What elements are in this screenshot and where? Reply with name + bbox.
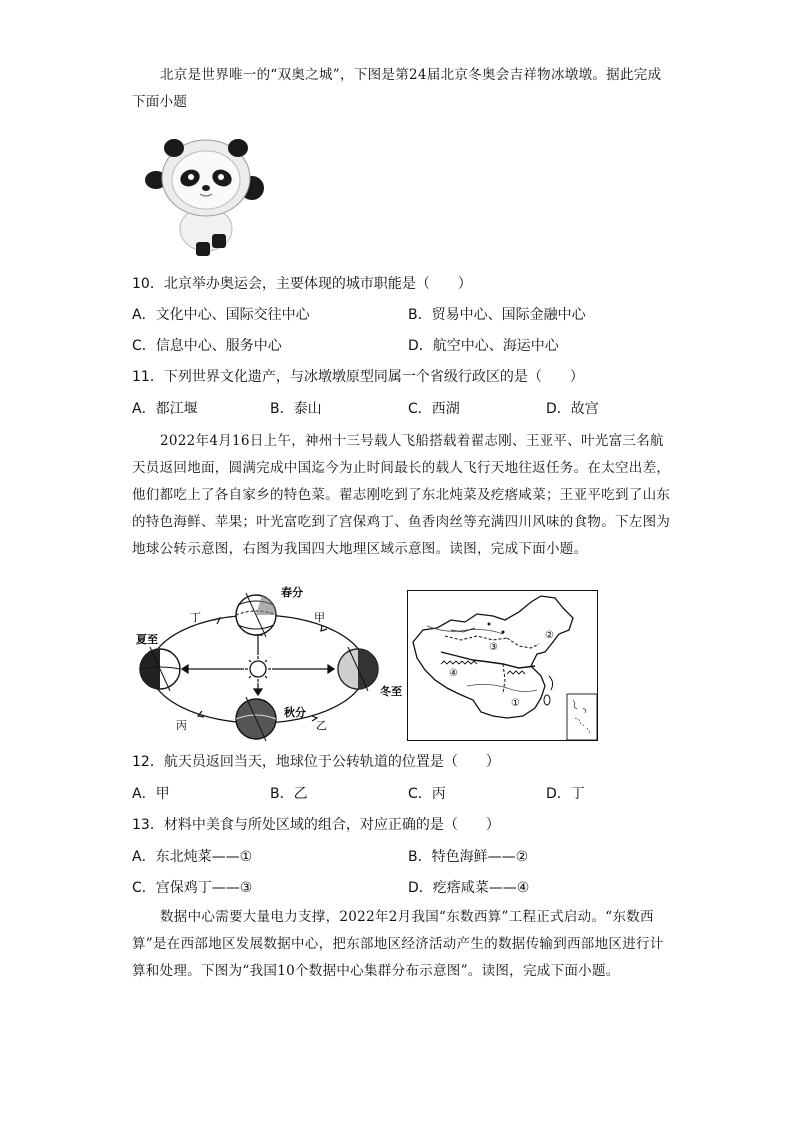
question-12-option-a[interactable]: A．甲: [132, 786, 170, 802]
china-regions-map: [407, 590, 599, 742]
earth-summer-icon: [140, 647, 180, 691]
question-13-option-d[interactable]: D．疙瘩咸菜——④: [408, 880, 530, 896]
intro-text: 数据中心需要大量电力支撑，2022年2月我国“东数西算”工程正式启动。“东数西算”是在西部地区发展数据中心，把东部地区经济活动产生的数据传输到西部地区进行计算和处理。下图为“我国10个数据中心集群分布示意图”。读图，完成下面小题。: [132, 909, 664, 979]
map-label-2: ②: [545, 630, 554, 641]
question-11-stem: 11．下列世界文化遗产，与冰墩墩原型同属一个省级行政区的是（ ）: [132, 369, 584, 385]
mascot-image: [140, 134, 272, 260]
question-13-option-a[interactable]: A．东北炖菜——①: [132, 849, 253, 865]
intro-text: 2022年4月16日上午，神州十三号载人飞船搭载着翟志刚、王亚平、叶光富三名航天员返回地面，圆满完成中国迄今为止时间最长的载人飞行天地往返任务。在太空出差，他们都吃上了各自家乡的特色菜。翟志刚吃到了东北炖菜及疙瘩咸菜；王亚平吃到了山东的特色海鲜、苹果；叶光富吃到了宫保鸡丁、鱼香肉丝等充满四川风味的食物。下左图为地球公转示意图，右图为我国四大地理区域示意图。读图，完成下面小题。: [132, 433, 671, 557]
earth-autumn-icon: [236, 697, 276, 741]
question-11-option-a[interactable]: A．都江堰: [132, 401, 198, 417]
label-spring: 春分: [281, 586, 303, 599]
question-10-stem: 10．北京举办奥运会，主要体现的城市职能是（ ）: [132, 276, 472, 292]
intro-paragraph-astronauts: [132, 428, 672, 563]
label-bing: 丙: [176, 719, 187, 732]
intro-paragraph-data-centers: [132, 904, 672, 985]
sun-icon: [245, 656, 271, 682]
question-10-option-b[interactable]: B．贸易中心、国际金融中心: [408, 307, 586, 323]
mascot-figure: [145, 139, 264, 256]
question-10-option-c[interactable]: C．信息中心、服务中心: [132, 338, 282, 354]
question-10-option-a[interactable]: A．文化中心、国际交往中心: [132, 307, 310, 323]
label-summer: 夏至: [136, 633, 158, 646]
question-12-option-b[interactable]: B．乙: [270, 786, 308, 802]
question-12-option-c[interactable]: C．丙: [408, 786, 446, 802]
intro-paragraph-mascot: [132, 62, 672, 116]
map-label-1: ①: [511, 698, 520, 709]
label-ding: 丁: [190, 611, 201, 624]
label-winter: 冬至: [380, 685, 402, 698]
question-11-option-b[interactable]: B．泰山: [270, 401, 322, 417]
label-yi: 乙: [316, 719, 327, 732]
question-12-option-d[interactable]: D．丁: [546, 786, 585, 802]
question-12-stem: 12．航天员返回当天，地球位于公转轨道的位置是（ ）: [132, 754, 500, 770]
map-label-3: ③: [489, 642, 498, 653]
question-11-option-c[interactable]: C．西湖: [408, 401, 460, 417]
earth-orbit-diagram: [134, 585, 402, 745]
earth-winter-icon: [338, 647, 378, 691]
question-13-stem: 13．材料中美食与所处区域的组合，对应正确的是（ ）: [132, 817, 500, 833]
label-jia: 甲: [314, 611, 325, 624]
earth-spring-icon: [236, 593, 276, 637]
question-11-option-d[interactable]: D．故宫: [546, 401, 599, 417]
south-china-sea-inset: [567, 694, 597, 740]
question-13-option-b[interactable]: B．特色海鲜——②: [408, 849, 529, 865]
map-label-4: ④: [449, 668, 458, 679]
label-autumn: 秋分: [284, 706, 306, 719]
question-10-option-d[interactable]: D．航空中心、海运中心: [408, 338, 559, 354]
intro-text: 北京是世界唯一的“双奥之城”，下图是第24届北京冬奥会吉祥物冰墩墩。据此完成下面小题: [132, 67, 662, 110]
question-13-option-c[interactable]: C．宫保鸡丁——③: [132, 880, 253, 896]
